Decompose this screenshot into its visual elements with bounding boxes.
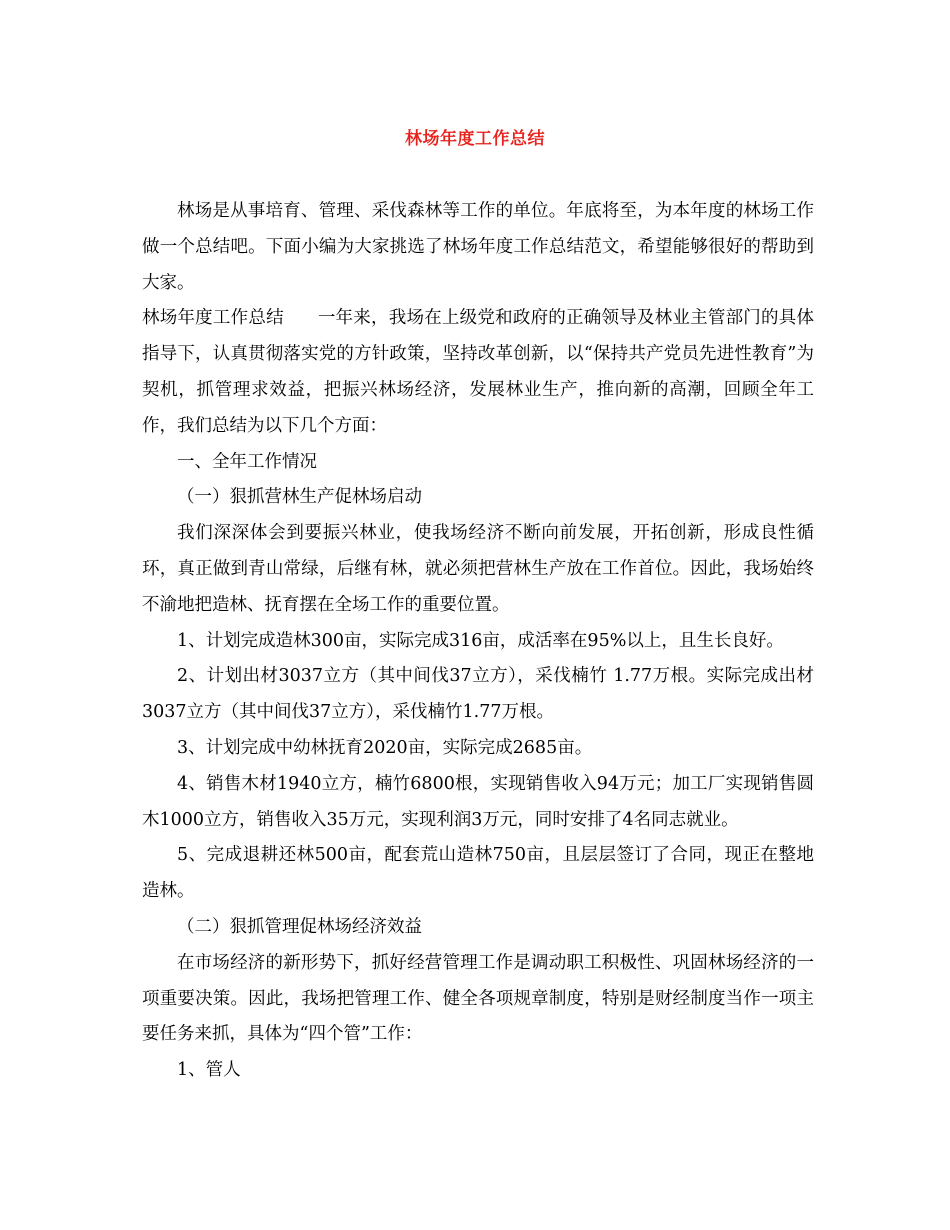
list-item-6: 1、管人 <box>177 1060 241 1081</box>
subsection-heading-2: （二）狠抓管理促林场经济效益 <box>177 916 422 937</box>
list-item-4: 4、销售木材1940立方，楠竹6800根，实现销售收入94万元；加工厂实现销售圆木1000立方，销售收入35万元，实现利润3万元，同时安排了4名同志就业。 <box>142 773 814 830</box>
list-item-5: 5、完成退耕还林500亩，配套荒山造林750亩，且层层签订了合同，现正在整地造林。 <box>142 845 814 902</box>
subsection-heading-1: （一）狠抓营林生产促林场启动 <box>177 487 422 508</box>
document-title: 林场年度工作总结 <box>405 129 545 149</box>
opening-paragraph <box>142 301 814 444</box>
document-body <box>142 194 814 1089</box>
intro-paragraph: 林场是从事培育、管理、采伐森林等工作的单位。年底将至，为本年度的林场工作做一个总结吧。下面小编为大家挑选了林场年度工作总结范文，希望能够很好的帮助到大家。 <box>142 201 814 293</box>
section-heading-1: 一、全年工作情况 <box>177 451 317 472</box>
opening-text: 一年来，我场在上级党和政府的正确领导及林业主管部门的具体指导下，认真贯彻落实党的方针政策，坚持改革创新，以“保持共产党员先进性教育”为契机，抓管理求效益，把振兴林场经济，发展林业生产，推向新的高潮，回顾全年工作，我们总结为以下几个方面： <box>142 308 814 436</box>
list-item-2: 2、计划出材3037立方（其中间伐37立方），采伐楠竹 1.77万根。实际完成出材3037立方（其中间伐37立方），采伐楠竹1.77万根。 <box>142 666 814 723</box>
paragraph-1: 我们深深体会到要振兴林业，使我场经济不断向前发展，开拓创新，形成良性循环，真正做到青山常绿，后继有林，就必须把营林生产放在工作首位。因此，我场始终不渝地把造林、抚育摆在全场工作的重要位置。 <box>142 523 814 615</box>
list-item-3: 3、计划完成中幼林抚育2020亩，实际完成2685亩。 <box>177 737 593 758</box>
paragraph-2: 在市场经济的新形势下，抓好经营管理工作是调动职工积极性、巩固林场经济的一项重要决策。因此，我场把管理工作、健全各项规章制度，特别是财经制度当作一项主要任务来抓，具体为“四个管”工作： <box>142 952 814 1045</box>
inline-heading: 林场年度工作总结 <box>142 308 284 329</box>
list-item-1: 1、计划完成造林300亩，实际完成316亩，成活率在95%以上，且生长良好。 <box>177 630 784 651</box>
